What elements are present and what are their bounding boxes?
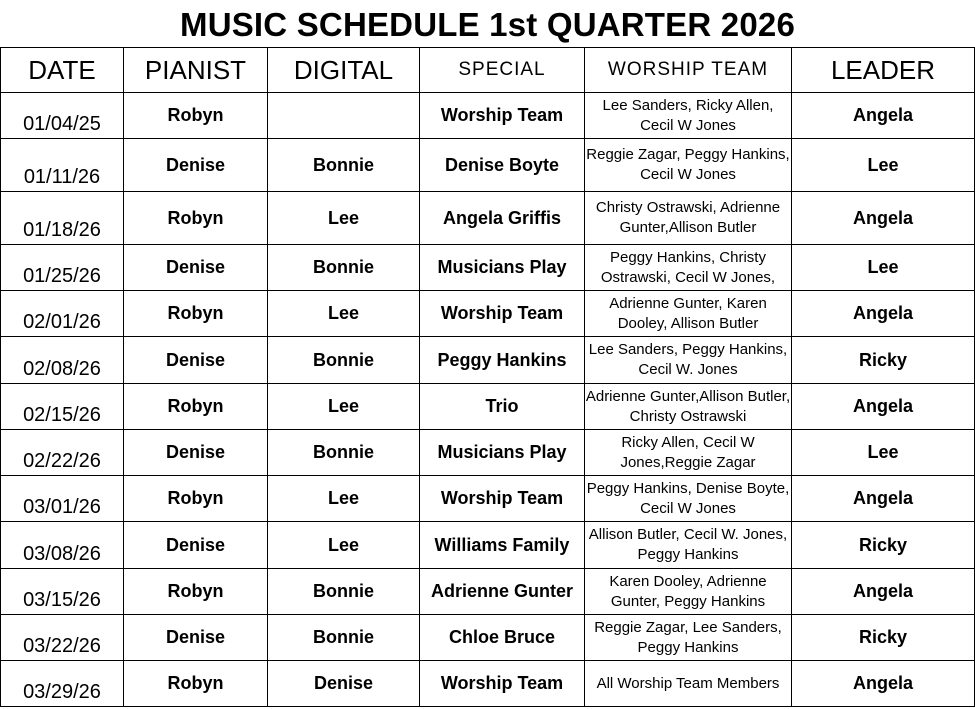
- special-cell: Adrienne Gunter: [420, 569, 585, 615]
- page-title: MUSIC SCHEDULE 1st QUARTER 2026: [180, 6, 795, 43]
- special-cell: Worship Team: [420, 291, 585, 337]
- worship-team-cell: [585, 291, 792, 337]
- column-header-date: DATE: [1, 48, 124, 93]
- pianist-cell: Denise: [124, 337, 268, 384]
- date-cell: 01/18/26: [1, 192, 124, 245]
- date-cell: 02/15/26: [1, 384, 124, 430]
- special-cell: Peggy Hankins: [420, 337, 585, 384]
- table-row: [1, 661, 975, 707]
- worship-team-text: Christy Ostrawski, Adrienne Gunter,Allison Butler: [595, 199, 781, 236]
- worship-team-text: Adrienne Gunter,Allison Butler, Christy Ostrawski: [585, 387, 791, 425]
- worship-team-cell: [585, 245, 792, 291]
- worship-team-text: Peggy Hankins, Denise Boyte, Cecil W Jones: [586, 479, 790, 517]
- column-header-special: SPECIAL: [420, 48, 585, 93]
- worship-team-cell: [585, 661, 792, 707]
- worship-team-cell: [585, 476, 792, 522]
- schedule-body: [1, 93, 975, 707]
- pianist-cell: Robyn: [124, 661, 268, 707]
- special-cell: Trio: [420, 384, 585, 430]
- digital-cell: Bonnie: [268, 430, 420, 476]
- pianist-cell: Denise: [124, 615, 268, 661]
- pianist-cell: Robyn: [124, 384, 268, 430]
- pianist-cell: Robyn: [124, 569, 268, 615]
- special-cell: Musicians Play: [420, 245, 585, 291]
- date-cell: 01/04/25: [1, 93, 124, 139]
- header-row: [1, 48, 975, 93]
- digital-cell: Bonnie: [268, 615, 420, 661]
- table-row: [1, 615, 975, 661]
- digital-cell: Lee: [268, 476, 420, 522]
- date-cell: 01/25/26: [1, 245, 124, 291]
- table-row: [1, 291, 975, 337]
- leader-cell: Angela: [792, 384, 975, 430]
- table-row: [1, 93, 975, 139]
- leader-cell: Angela: [792, 476, 975, 522]
- worship-team-cell: [585, 430, 792, 476]
- date-cell: 03/29/26: [1, 661, 124, 707]
- schedule-table: [0, 47, 975, 707]
- worship-team-cell: [585, 192, 792, 245]
- table-row: [1, 476, 975, 522]
- pianist-cell: Robyn: [124, 192, 268, 245]
- pianist-cell: Robyn: [124, 476, 268, 522]
- special-cell: Worship Team: [420, 661, 585, 707]
- table-row: [1, 522, 975, 569]
- column-header-digital: DIGITAL: [268, 48, 420, 93]
- worship-team-text: Reggie Zagar, Peggy Hankins, Cecil W Jones: [586, 146, 790, 183]
- pianist-cell: Robyn: [124, 93, 268, 139]
- leader-cell: Lee: [792, 430, 975, 476]
- pianist-cell: Denise: [124, 139, 268, 192]
- digital-cell: Bonnie: [268, 245, 420, 291]
- worship-team-cell: [585, 384, 792, 430]
- special-cell: Worship Team: [420, 93, 585, 139]
- digital-cell: Bonnie: [268, 337, 420, 384]
- leader-cell: Ricky: [792, 522, 975, 569]
- column-header-worship-team: WORSHIP TEAM: [585, 48, 792, 93]
- column-header-pianist: PIANIST: [124, 48, 268, 93]
- special-cell: Denise Boyte: [420, 139, 585, 192]
- worship-team-text: Ricky Allen, Cecil W Jones,Reggie Zagar: [620, 433, 756, 471]
- digital-cell: Denise: [268, 661, 420, 707]
- pianist-cell: Denise: [124, 522, 268, 569]
- leader-cell: Ricky: [792, 337, 975, 384]
- worship-team-cell: [585, 139, 792, 192]
- leader-cell: Angela: [792, 93, 975, 139]
- worship-team-text: Peggy Hankins, Christy Ostrawski, Cecil W Jones,: [600, 248, 776, 286]
- worship-team-cell: [585, 93, 792, 139]
- column-header-leader: LEADER: [792, 48, 975, 93]
- date-cell: 03/08/26: [1, 522, 124, 569]
- leader-cell: Lee: [792, 245, 975, 291]
- table-row: [1, 337, 975, 384]
- digital-cell: Lee: [268, 291, 420, 337]
- worship-team-cell: [585, 337, 792, 384]
- digital-cell: Bonnie: [268, 139, 420, 192]
- table-row: [1, 384, 975, 430]
- pianist-cell: Robyn: [124, 291, 268, 337]
- worship-team-cell: [585, 615, 792, 661]
- leader-cell: Angela: [792, 569, 975, 615]
- worship-team-cell: [585, 522, 792, 569]
- leader-cell: Angela: [792, 661, 975, 707]
- date-cell: 02/22/26: [1, 430, 124, 476]
- table-row: [1, 245, 975, 291]
- date-cell: 02/01/26: [1, 291, 124, 337]
- pianist-cell: Denise: [124, 245, 268, 291]
- worship-team-text: Karen Dooley, Adrienne Gunter, Peggy Hankins: [609, 572, 767, 610]
- worship-team-text: Adrienne Gunter, Karen Dooley, Allison Butler: [609, 294, 767, 332]
- leader-cell: Ricky: [792, 615, 975, 661]
- digital-cell: Lee: [268, 384, 420, 430]
- table-row: [1, 192, 975, 245]
- table-row: [1, 430, 975, 476]
- digital-cell: Lee: [268, 192, 420, 245]
- special-cell: Worship Team: [420, 476, 585, 522]
- table-row: [1, 569, 975, 615]
- leader-cell: Lee: [792, 139, 975, 192]
- digital-cell: [268, 93, 420, 139]
- worship-team-text: Lee Sanders, Peggy Hankins, Cecil W. Jones: [588, 341, 788, 378]
- worship-team-text: Reggie Zagar, Lee Sanders, Peggy Hankins: [594, 618, 782, 656]
- worship-team-text: Allison Butler, Cecil W. Jones, Peggy Hankins: [588, 526, 788, 563]
- worship-team-text: Lee Sanders, Ricky Allen, Cecil W Jones: [602, 96, 774, 134]
- date-cell: 02/08/26: [1, 337, 124, 384]
- digital-cell: Lee: [268, 522, 420, 569]
- digital-cell: Bonnie: [268, 569, 420, 615]
- special-cell: Chloe Bruce: [420, 615, 585, 661]
- special-cell: Angela Griffis: [420, 192, 585, 245]
- leader-cell: Angela: [792, 291, 975, 337]
- special-cell: Williams Family: [420, 522, 585, 569]
- table-row: [1, 139, 975, 192]
- date-cell: 03/22/26: [1, 615, 124, 661]
- worship-team-text: All Worship Team Members: [596, 674, 780, 692]
- date-cell: 01/11/26: [1, 139, 124, 192]
- date-cell: 03/15/26: [1, 569, 124, 615]
- leader-cell: Angela: [792, 192, 975, 245]
- special-cell: Musicians Play: [420, 430, 585, 476]
- pianist-cell: Denise: [124, 430, 268, 476]
- date-cell: 03/01/26: [1, 476, 124, 522]
- worship-team-cell: [585, 569, 792, 615]
